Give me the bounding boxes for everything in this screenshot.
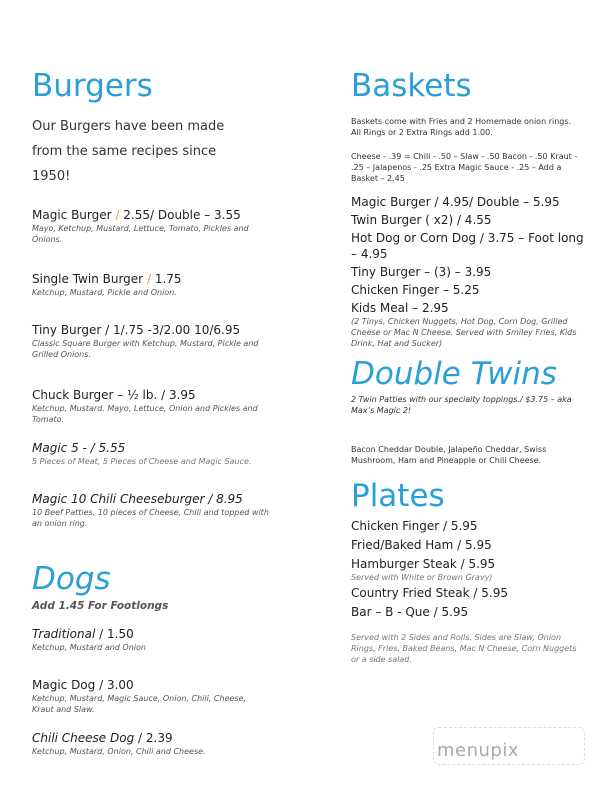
- menu-item: [32, 388, 277, 425]
- baskets-heading: Baskets: [351, 68, 472, 104]
- item-desc: Ketchup, Mustard, Pickle and Onion.: [32, 288, 177, 297]
- plates-heading: Plates: [351, 478, 445, 514]
- menu-item: [32, 441, 262, 467]
- item-desc: Mayo, Ketchup, Mustard, Lettuce, Tomato, Pickles and Onions.: [32, 224, 249, 244]
- item-name: Single Twin Burger: [32, 272, 144, 286]
- menu-item: [32, 731, 272, 757]
- menu-item: [32, 208, 272, 245]
- item-desc: Ketchup, Mustard, Onion, Chili and Cheese.: [32, 747, 206, 756]
- item-name: Magic 5 - / 5.55: [32, 441, 126, 455]
- item-name: Chili Cheese Dog: [32, 731, 135, 745]
- item-price: 1.75: [154, 272, 182, 286]
- item-name: Magic Burger: [32, 208, 112, 222]
- plate-item: Fried/Baked Ham / 5.95: [351, 538, 492, 552]
- menu-item: [32, 492, 272, 529]
- burgers-heading: Burgers: [32, 68, 153, 104]
- item-price: 2.55/ Double – 3.55: [123, 208, 241, 222]
- menu-item: [32, 323, 277, 360]
- steak-note: Served with White or Brown Gravy): [351, 573, 493, 582]
- double-twins-desc: 2 Twin Patties with our specialty toppings./ $3.75 – aka Max’s Magic 2!: [351, 395, 572, 415]
- item-desc: Classic Square Burger with Ketchup, Mustard, Pickle and Grilled Onions.: [32, 339, 259, 359]
- item-name: Magic 10 Chili Cheeseburger / 8.95: [32, 492, 243, 506]
- item-name: Traditional: [32, 627, 96, 641]
- slash: /: [115, 208, 120, 222]
- dogs-subtitle: Add 1.45 For Footlongs: [32, 600, 169, 612]
- item-name: Tiny Burger / 1/.75 -3/2.00 10/6.95: [32, 323, 241, 337]
- plates-list: [351, 518, 587, 620]
- item-desc: Ketchup, Mustard and Onion: [32, 643, 146, 652]
- basket-item: Hot Dog or Corn Dog / 3.75 – Foot long – 4.95: [351, 231, 584, 261]
- plate-item: Country Fried Steak / 5.95: [351, 586, 508, 600]
- burgers-intro: [32, 114, 282, 189]
- slash: /: [146, 272, 151, 286]
- intro-line: Our Burgers have been made: [32, 119, 225, 134]
- double-twins-heading: Double Twins: [351, 356, 557, 392]
- basket-item: Tiny Burger – (3) – 3.95: [351, 265, 492, 279]
- item-desc: 5 Pieces of Meat, 5 Pieces of Cheese and Magic Sauce.: [32, 457, 252, 466]
- baskets-extras: Cheese - .39 = Chili - .50 – Slaw - .50 Bacon - .50 Kraut - .25 – Jalapenos - .25 Extra Magic Sauce - .25 – Add a Basket – 2.45: [351, 152, 578, 183]
- dogs-heading: Dogs: [32, 561, 111, 597]
- item-desc: 10 Beef Patties, 10 pieces of Cheese, Chili and topped with an onion ring.: [32, 508, 269, 528]
- basket-item: Twin Burger ( x2) / 4.55: [351, 213, 492, 227]
- intro-line: from the same recipes since: [32, 144, 217, 159]
- double-twins-options: Bacon Cheddar Double, Jalapeño Cheddar, Swiss Mushroom, Ham and Pineapple or Chili Cheese.: [351, 445, 547, 465]
- item-price: / 1.50: [99, 627, 134, 641]
- plate-item: Chicken Finger / 5.95: [351, 519, 478, 533]
- item-name: Magic Dog / 3.00: [32, 678, 134, 692]
- item-price: / 2.39: [138, 731, 173, 745]
- plate-item: Bar – B - Que / 5.95: [351, 605, 469, 619]
- menu-item: [32, 627, 272, 653]
- baskets-note: Baskets come with Fries and 2 Homemade onion rings. All Rings or 2 Extra Rings add 1.00.: [351, 117, 572, 137]
- menu-item: [32, 678, 252, 715]
- item-desc: Ketchup, Mustard, Magic Sauce, Onion, Chili, Cheese, Kraut and Slaw.: [32, 694, 247, 714]
- menu-item: [32, 272, 272, 298]
- item-desc: Ketchup, Mustard. Mayo, Lettuce, Onion and Pickles and Tomato.: [32, 404, 258, 424]
- basket-item: Chicken Finger – 5.25: [351, 283, 480, 297]
- kids-meal-desc: (2 Tinys, Chicken Nuggets, Hot Dog, Corn Dog, Grilled Cheese or Mac N Cheese. Served with Smiley Fries, Kids Drink, Hat and Sucker): [351, 317, 577, 348]
- basket-item: Magic Burger / 4.95/ Double – 5.95: [351, 195, 560, 209]
- plate-item: Hamburger Steak / 5.95: [351, 557, 496, 571]
- item-name: Chuck Burger – ½ lb. / 3.95: [32, 388, 196, 402]
- intro-line: 1950!: [32, 169, 71, 184]
- plates-footer: Served with 2 Sides and Rolls. Sides are Slaw, Onion Rings, Fries, Baked Beans, Mac N Cheese, Corn Nuggets or a side salad.: [351, 633, 577, 664]
- basket-item: Kids Meal – 2.95: [351, 301, 449, 315]
- baskets-list: [351, 194, 587, 349]
- watermark: menupix: [437, 740, 520, 761]
